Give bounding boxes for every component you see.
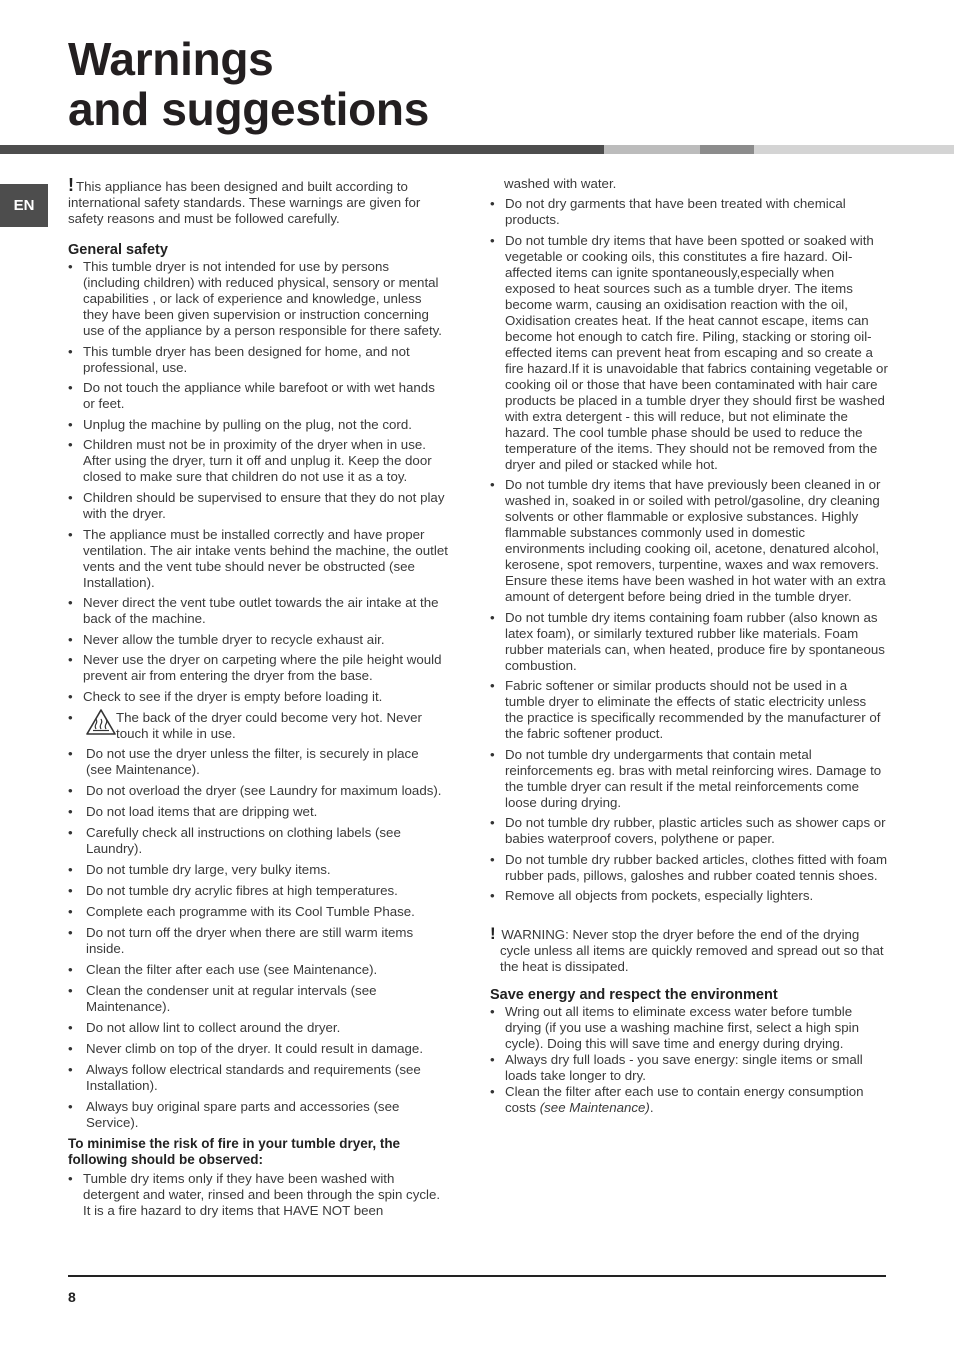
list-item: • Do not tumble dry acrylic fibres at high temperatures.	[68, 883, 448, 899]
hot-warning-list	[68, 710, 448, 742]
header-rule-mid	[700, 145, 754, 154]
list-item: • Wring out all items to eliminate excess water before tumble drying (if you use a washing machine first, select a high spin cycle). Doing this will save time and energy during drying.	[490, 1004, 888, 1052]
fire-first-list	[68, 1171, 448, 1219]
right-column	[490, 176, 888, 1116]
list-item: • Do not turn off the dryer when there are still warm items inside.	[68, 925, 448, 957]
header-rule-dark	[0, 145, 604, 154]
energy-list-last	[490, 1084, 888, 1116]
list-item: • Never direct the vent tube outlet towards the air intake at the back of the machine.	[68, 595, 448, 627]
list-item: • Clean the filter after each use (see Maintenance).	[68, 962, 448, 978]
general-safety-heading: General safety	[68, 242, 168, 258]
list-item: • Do not tumble dry large, very bulky items.	[68, 862, 448, 878]
fire-first-item: • Tumble dry items only if they have been washed with detergent and water, rinsed and been through the spin cycle. It is a fire hazard to dry items that HAVE NOT been	[68, 1171, 448, 1219]
fire-item-continuation: washed with water.	[504, 176, 617, 191]
list-item: • Children must not be in proximity of the dryer when in use. After using the dryer, turn it off and unplug it. Keep the door closed to make sure that children do not use it as a toy.	[68, 437, 448, 485]
list-item: • Always follow electrical standards and requirements (see Installation).	[68, 1062, 448, 1094]
list-item: • Do not tumble dry rubber, plastic articles such as shower caps or babies waterproof covers, polythene or paper.	[490, 815, 888, 847]
list-item: • Unplug the machine by pulling on the plug, not the cord.	[68, 417, 448, 433]
list-item: • The appliance must be installed correctly and have proper ventilation. The air intake vents behind the machine, the outlet vents and the vent tube should never be obstructed (see Installation).	[68, 527, 448, 591]
hot-warning-item	[68, 710, 448, 742]
warning-text: WARNING: Never stop the dryer before the end of the drying cycle unless all items are quickly removed and spread out so that the heat is dissipated.	[500, 927, 884, 974]
list-item: • Never use the dryer on carpeting where the pile height would prevent air from entering the dryer from the base.	[68, 652, 448, 684]
list-item: • Do not overload the dryer (see Laundry for maximum loads).	[68, 783, 448, 799]
list-item: • Never climb on top of the dryer. It could result in damage.	[68, 1041, 448, 1057]
list-item: • Do not tumble dry items containing foam rubber (also known as latex foam), or similarly textured rubber like materials. Foam rubber materials can, when heated, produce fire by spontaneous combustion.	[490, 610, 888, 674]
intro-paragraph	[68, 177, 448, 227]
fire-risk-list	[490, 196, 888, 904]
list-item: • Do not touch the appliance while barefoot or with wet hands or feet.	[68, 380, 448, 412]
hot-warning-text: • The back of the dryer could become very hot. Never touch it while in use.	[116, 709, 422, 741]
list-item: • Do not tumble dry rubber backed articles, clothes fitted with foam rubber pads, pillows, galoshes and rubber coated tennis shoes.	[490, 852, 888, 884]
hot-surface-warning-icon	[86, 709, 116, 735]
list-item: • Carefully check all instructions on clothing labels (see Laundry).	[68, 825, 448, 857]
list-item: • Always buy original spare parts and accessories (see Service).	[68, 1099, 448, 1131]
header-rule-light-end	[754, 145, 954, 154]
list-item: • Never allow the tumble dryer to recycle exhaust air.	[68, 632, 448, 648]
energy-list	[490, 1004, 888, 1084]
general-safety-list-b	[68, 746, 448, 1131]
left-column	[68, 177, 448, 1223]
list-item: • Check to see if the dryer is empty before loading it.	[68, 689, 448, 705]
list-item: • Do not tumble dry items that have previously been cleaned in or washed in, soaked in or soiled with petrol/gasoline, dry cleaning solvents or other flammable or explosive substances. Highly flammable substances commonly used in domestic environments including cooking oil, acetone, denatured alcohol, kerosene, spot removers, turpentine, waxes and wax removers. Ensure these items have been washed in hot water with an extra amount of detergent before being dried in the tumble dryer.	[490, 477, 888, 605]
general-safety-list-a	[68, 259, 448, 705]
fire-risk-heading: To minimise the risk of fire in your tumble dryer, the following should be observed:	[68, 1136, 401, 1168]
footer-rule	[68, 1275, 886, 1277]
intro-text: This appliance has been designed and built according to international safety standards. These warnings are given for safety reasons and must be followed carefully.	[68, 179, 421, 226]
title-line-1: Warnings	[68, 33, 274, 85]
list-item: • Do not allow lint to collect around the dryer.	[68, 1020, 448, 1036]
energy-last-end: .	[649, 1100, 654, 1115]
list-item: • Always dry full loads - you save energy: single items or small loads take longer to dry.	[490, 1052, 888, 1084]
list-item: • Clean the condenser unit at regular intervals (see Maintenance).	[68, 983, 448, 1015]
header-rule-light	[604, 145, 700, 154]
energy-heading: Save energy and respect the environment	[490, 987, 778, 1003]
list-item: • Do not tumble dry items that have been spotted or soaked with vegetable or cooking oils, this constitutes a fire hazard. Oil-affected items can ignite spontaneously,especially when exposed to heat sources such as a tumble dryer. The items become warm, causing an oxidisation reaction with the oil, Oxidisation creates heat. If the heat cannot escape, items can become hot enough to catch fire. Piling, stacking or storing oil-effected items can prevent heat from escaping and so create a fire hazard.If it is unavoidable that fabrics containing vegetable or cooking oil or those that have been contaminated with hair care products be placed in a tumble dryer they should first be washed with extra detergent - this will reduce, but not eliminate the hazard. The cool tumble phase should be used to reduce the temperature of the items. They should not be removed from the dryer and piled or stacked while hot.	[490, 233, 888, 473]
list-item: • Do not load items that are dripping wet.	[68, 804, 448, 820]
list-item: • Complete each programme with its Cool Tumble Phase.	[68, 904, 448, 920]
warning-paragraph	[490, 926, 888, 975]
list-item	[490, 1084, 888, 1116]
list-item: • Do not use the dryer unless the filter, is securely in place (see Maintenance).	[68, 746, 448, 778]
list-item: • Children should be supervised to ensure that they do not play with the dryer.	[68, 490, 448, 522]
list-item: • Do not tumble dry undergarments that contain metal reinforcements eg. bras with metal reinforcing wires. Damage to the tumble dryer can result if the metal reinforcements come loose during drying.	[490, 747, 888, 811]
energy-last-ref: (see Maintenance)	[539, 1100, 650, 1115]
list-item: • Do not dry garments that have been treated with chemical products.	[490, 196, 888, 228]
energy-last-text: Clean the filter after each use to contain energy consumption costs	[505, 1084, 864, 1115]
title-line-2: and suggestions	[68, 83, 429, 135]
warning-exclamation-icon: !	[490, 924, 496, 943]
exclamation-icon: !	[68, 175, 74, 195]
list-item: • Fabric softener or similar products should not be used in a tumble dryer to eliminate the effects of static electricity unless the practice is specifically recommended by the manufacturer of the fabric softener product.	[490, 678, 888, 742]
list-item: • Remove all objects from pockets, especially lighters.	[490, 888, 888, 904]
page-title	[68, 34, 429, 134]
list-item: • This tumble dryer has been designed for home, and not professional, use.	[68, 344, 448, 376]
list-item: • This tumble dryer is not intended for use by persons (including children) with reduced physical, sensory or mental capabilities , or lack of experience and knowledge, unless they have been given supervision or instruction concerning use of the appliance by a person responsible for there safety.	[68, 259, 448, 339]
language-tab: EN	[0, 184, 48, 227]
page-number: 8	[68, 1289, 76, 1305]
